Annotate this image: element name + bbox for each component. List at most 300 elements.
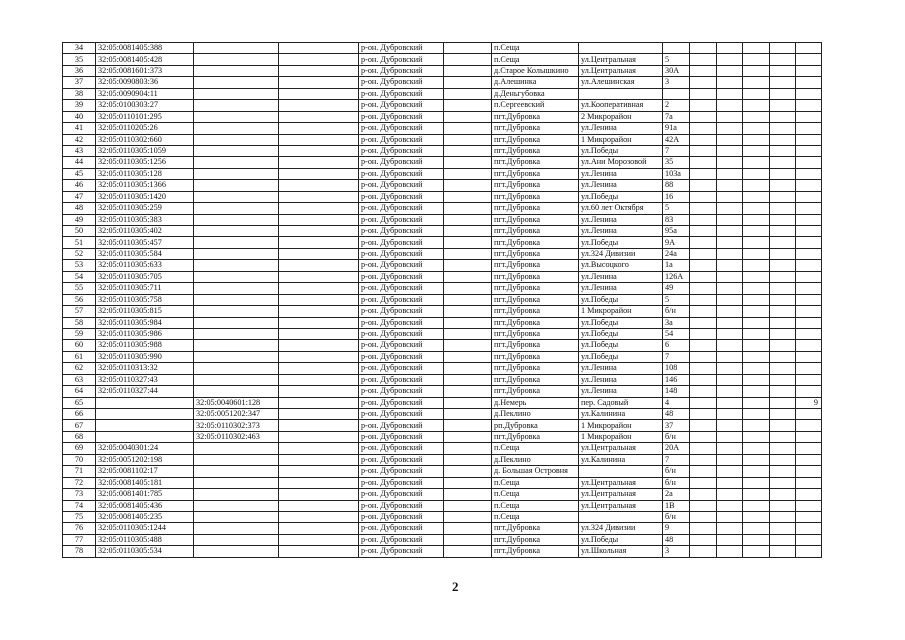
- row-number-cell: 37: [63, 77, 96, 88]
- cadastral-number-cell: 32:05:0081601:373: [96, 65, 194, 76]
- empty-cell: [690, 54, 717, 65]
- cadastral-number-alt-cell: [194, 489, 279, 500]
- cadastral-number-cell: 32:05:0110305:758: [96, 294, 194, 305]
- settlement-cell: пгт.Дубровка: [492, 386, 579, 397]
- cadastral-number-cell: 32:05:0110305:259: [96, 203, 194, 214]
- row-number-cell: 56: [63, 294, 96, 305]
- empty-cell: [690, 180, 717, 191]
- extra-value-cell: [796, 328, 822, 339]
- extra-value-cell: [796, 317, 822, 328]
- empty-cell: [717, 260, 743, 271]
- cadastral-number-alt-cell: [194, 77, 279, 88]
- district-cell: р-он. Дубровский: [359, 145, 444, 156]
- empty-cell: [690, 134, 717, 145]
- house-number-cell: 24а: [663, 248, 690, 259]
- house-number-cell: 48: [663, 534, 690, 545]
- street-cell: ул.Ленина: [579, 226, 663, 237]
- row-number-cell: 46: [63, 180, 96, 191]
- empty-cell: [743, 248, 770, 259]
- empty-cell: [444, 65, 492, 76]
- empty-cell: [743, 500, 770, 511]
- house-number-cell: 146: [663, 374, 690, 385]
- empty-cell: [770, 477, 796, 488]
- street-cell: ул.Ленина: [579, 363, 663, 374]
- extra-value-cell: [796, 374, 822, 385]
- street-cell: ул.60 лет Октября: [579, 203, 663, 214]
- row-number-cell: 65: [63, 397, 96, 408]
- cadastral-number-cell: 32:05:0110101:295: [96, 111, 194, 122]
- empty-cell: [279, 248, 359, 259]
- street-cell: ул.Победы: [579, 534, 663, 545]
- table-row: [63, 123, 822, 134]
- cadastral-number-alt-cell: [194, 123, 279, 134]
- table-row: [63, 328, 822, 339]
- empty-cell: [770, 191, 796, 202]
- settlement-cell: пгт.Дубровка: [492, 203, 579, 214]
- settlement-cell: пгт.Дубровка: [492, 157, 579, 168]
- empty-cell: [690, 351, 717, 362]
- row-number-cell: 41: [63, 123, 96, 134]
- row-number-cell: 69: [63, 443, 96, 454]
- empty-cell: [444, 191, 492, 202]
- row-number-cell: 71: [63, 466, 96, 477]
- street-cell: ул.324 Дивизии: [579, 523, 663, 534]
- street-cell: ул.Ленина: [579, 283, 663, 294]
- street-cell: ул.Калинина: [579, 454, 663, 465]
- cadastral-number-cell: 32:05:0110305:1059: [96, 145, 194, 156]
- house-number-cell: 7а: [663, 111, 690, 122]
- empty-cell: [444, 145, 492, 156]
- street-cell: ул.Ленина: [579, 374, 663, 385]
- settlement-cell: пгт.Дубровка: [492, 351, 579, 362]
- cadastral-number-alt-cell: [194, 203, 279, 214]
- table-row: [63, 88, 822, 99]
- district-cell: р-он. Дубровский: [359, 317, 444, 328]
- cadastral-number-alt-cell: [194, 500, 279, 511]
- empty-cell: [279, 500, 359, 511]
- cadastral-number-cell: 32:05:0081405:235: [96, 511, 194, 522]
- table-row: [63, 534, 822, 545]
- empty-cell: [717, 226, 743, 237]
- empty-cell: [444, 374, 492, 385]
- empty-cell: [717, 43, 743, 54]
- house-number-cell: 37: [663, 420, 690, 431]
- empty-cell: [743, 123, 770, 134]
- row-number-cell: 39: [63, 100, 96, 111]
- empty-cell: [717, 454, 743, 465]
- house-number-cell: 3: [663, 77, 690, 88]
- settlement-cell: д.Старое Колышкино: [492, 65, 579, 76]
- empty-cell: [717, 157, 743, 168]
- empty-cell: [279, 214, 359, 225]
- empty-cell: [770, 54, 796, 65]
- empty-cell: [717, 77, 743, 88]
- empty-cell: [279, 431, 359, 442]
- extra-value-cell: [796, 180, 822, 191]
- empty-cell: [743, 386, 770, 397]
- empty-cell: [743, 420, 770, 431]
- district-cell: р-он. Дубровский: [359, 271, 444, 282]
- settlement-cell: пгт.Дубровка: [492, 134, 579, 145]
- empty-cell: [690, 317, 717, 328]
- empty-cell: [444, 54, 492, 65]
- empty-cell: [690, 409, 717, 420]
- row-number-cell: 45: [63, 168, 96, 179]
- empty-cell: [743, 454, 770, 465]
- district-cell: р-он. Дубровский: [359, 443, 444, 454]
- table-row: [63, 466, 822, 477]
- empty-cell: [279, 111, 359, 122]
- cadastral-number-alt-cell: [194, 317, 279, 328]
- cadastral-number-cell: 32:05:0081405:428: [96, 54, 194, 65]
- extra-value-cell: 9: [796, 397, 822, 408]
- empty-cell: [743, 374, 770, 385]
- empty-cell: [770, 123, 796, 134]
- empty-cell: [743, 100, 770, 111]
- settlement-cell: д.Немерь: [492, 397, 579, 408]
- house-number-cell: 6: [663, 340, 690, 351]
- row-number-cell: 76: [63, 523, 96, 534]
- settlement-cell: пгт.Дубровка: [492, 283, 579, 294]
- table-row: [63, 248, 822, 259]
- empty-cell: [690, 214, 717, 225]
- row-number-cell: 59: [63, 328, 96, 339]
- street-cell: ул.Центральная: [579, 500, 663, 511]
- street-cell: ул.Ленина: [579, 123, 663, 134]
- district-cell: р-он. Дубровский: [359, 477, 444, 488]
- settlement-cell: п.Сергеевский: [492, 100, 579, 111]
- empty-cell: [444, 214, 492, 225]
- table-row: [63, 431, 822, 442]
- settlement-cell: пгт.Дубровка: [492, 523, 579, 534]
- street-cell: [579, 466, 663, 477]
- district-cell: р-он. Дубровский: [359, 203, 444, 214]
- empty-cell: [770, 386, 796, 397]
- empty-cell: [444, 271, 492, 282]
- district-cell: р-он. Дубровский: [359, 340, 444, 351]
- cadastral-number-cell: 32:05:0110305:534: [96, 546, 194, 557]
- district-cell: р-он. Дубровский: [359, 511, 444, 522]
- row-number-cell: 74: [63, 500, 96, 511]
- empty-cell: [690, 431, 717, 442]
- cadastral-number-alt-cell: 32:05:0040601:128: [194, 397, 279, 408]
- house-number-cell: 7: [663, 145, 690, 156]
- cadastral-number-cell: 32:05:0110205:26: [96, 123, 194, 134]
- empty-cell: [690, 88, 717, 99]
- extra-value-cell: [796, 100, 822, 111]
- empty-cell: [717, 443, 743, 454]
- empty-cell: [717, 294, 743, 305]
- empty-cell: [743, 65, 770, 76]
- empty-cell: [717, 180, 743, 191]
- settlement-cell: пгт.Дубровка: [492, 168, 579, 179]
- settlement-cell: рп.Дубровка: [492, 420, 579, 431]
- empty-cell: [444, 397, 492, 408]
- empty-cell: [743, 534, 770, 545]
- cadastral-number-cell: 32:05:0110327:43: [96, 374, 194, 385]
- street-cell: ул.Ленина: [579, 386, 663, 397]
- cadastral-number-alt-cell: [194, 248, 279, 259]
- row-number-cell: 62: [63, 363, 96, 374]
- cadastral-number-cell: 32:05:0090904:11: [96, 88, 194, 99]
- cadastral-number-cell: [96, 431, 194, 442]
- empty-cell: [690, 237, 717, 248]
- district-cell: р-он. Дубровский: [359, 65, 444, 76]
- empty-cell: [279, 454, 359, 465]
- empty-cell: [770, 226, 796, 237]
- cadastral-number-alt-cell: [194, 546, 279, 557]
- empty-cell: [690, 489, 717, 500]
- cadastral-number-alt-cell: [194, 386, 279, 397]
- house-number-cell: 54: [663, 328, 690, 339]
- district-cell: р-он. Дубровский: [359, 420, 444, 431]
- street-cell: ул.Центральная: [579, 65, 663, 76]
- row-number-cell: 75: [63, 511, 96, 522]
- district-cell: р-он. Дубровский: [359, 226, 444, 237]
- extra-value-cell: [796, 145, 822, 156]
- empty-cell: [279, 134, 359, 145]
- empty-cell: [717, 328, 743, 339]
- row-number-cell: 73: [63, 489, 96, 500]
- empty-cell: [717, 134, 743, 145]
- empty-cell: [770, 111, 796, 122]
- empty-cell: [279, 65, 359, 76]
- extra-value-cell: [796, 294, 822, 305]
- table-row: [63, 294, 822, 305]
- settlement-cell: пгт.Дубровка: [492, 306, 579, 317]
- house-number-cell: б/н: [663, 511, 690, 522]
- row-number-cell: 60: [63, 340, 96, 351]
- row-number-cell: 55: [63, 283, 96, 294]
- empty-cell: [743, 546, 770, 557]
- empty-cell: [743, 271, 770, 282]
- empty-cell: [444, 454, 492, 465]
- district-cell: р-он. Дубровский: [359, 260, 444, 271]
- empty-cell: [743, 214, 770, 225]
- empty-cell: [444, 260, 492, 271]
- empty-cell: [743, 203, 770, 214]
- row-number-cell: 67: [63, 420, 96, 431]
- extra-value-cell: [796, 134, 822, 145]
- empty-cell: [717, 123, 743, 134]
- table-row: [63, 340, 822, 351]
- house-number-cell: 83: [663, 214, 690, 225]
- house-number-cell: 9А: [663, 237, 690, 248]
- extra-value-cell: [796, 443, 822, 454]
- cadastral-number-cell: 32:05:0110305:633: [96, 260, 194, 271]
- cadastral-number-alt-cell: [194, 294, 279, 305]
- cadastral-number-alt-cell: [194, 523, 279, 534]
- street-cell: ул.Высоцкого: [579, 260, 663, 271]
- table-row: [63, 443, 822, 454]
- empty-cell: [717, 100, 743, 111]
- cadastral-number-alt-cell: [194, 511, 279, 522]
- district-cell: р-он. Дубровский: [359, 100, 444, 111]
- table-row: [63, 454, 822, 465]
- table-row: [63, 214, 822, 225]
- house-number-cell: 88: [663, 180, 690, 191]
- extra-value-cell: [796, 351, 822, 362]
- empty-cell: [279, 271, 359, 282]
- row-number-cell: 72: [63, 477, 96, 488]
- empty-cell: [279, 294, 359, 305]
- cadastral-number-alt-cell: [194, 100, 279, 111]
- empty-cell: [770, 145, 796, 156]
- empty-cell: [279, 420, 359, 431]
- cadastral-number-alt-cell: [194, 145, 279, 156]
- empty-cell: [279, 43, 359, 54]
- settlement-cell: пгт.Дубровка: [492, 431, 579, 442]
- table-row: [63, 180, 822, 191]
- empty-cell: [717, 145, 743, 156]
- row-number-cell: 51: [63, 237, 96, 248]
- street-cell: ул.Победы: [579, 191, 663, 202]
- district-cell: р-он. Дубровский: [359, 386, 444, 397]
- empty-cell: [444, 328, 492, 339]
- cadastral-number-cell: [96, 397, 194, 408]
- settlement-cell: пгт.Дубровка: [492, 237, 579, 248]
- empty-cell: [279, 77, 359, 88]
- district-cell: р-он. Дубровский: [359, 123, 444, 134]
- empty-cell: [279, 351, 359, 362]
- district-cell: р-он. Дубровский: [359, 523, 444, 534]
- row-number-cell: 68: [63, 431, 96, 442]
- empty-cell: [743, 294, 770, 305]
- cadastral-number-cell: 32:05:0081102:17: [96, 466, 194, 477]
- district-cell: р-он. Дубровский: [359, 500, 444, 511]
- extra-value-cell: [796, 500, 822, 511]
- district-cell: р-он. Дубровский: [359, 328, 444, 339]
- district-cell: р-он. Дубровский: [359, 43, 444, 54]
- district-cell: р-он. Дубровский: [359, 157, 444, 168]
- cadastral-number-alt-cell: [194, 191, 279, 202]
- empty-cell: [770, 374, 796, 385]
- extra-value-cell: [796, 546, 822, 557]
- district-cell: р-он. Дубровский: [359, 454, 444, 465]
- empty-cell: [279, 88, 359, 99]
- empty-cell: [770, 454, 796, 465]
- empty-cell: [444, 283, 492, 294]
- empty-cell: [690, 226, 717, 237]
- row-number-cell: 40: [63, 111, 96, 122]
- settlement-cell: пгт.Дубровка: [492, 374, 579, 385]
- settlement-cell: пгт.Дубровка: [492, 180, 579, 191]
- row-number-cell: 36: [63, 65, 96, 76]
- empty-cell: [444, 443, 492, 454]
- cadastral-number-cell: 32:05:0110305:984: [96, 317, 194, 328]
- empty-cell: [743, 511, 770, 522]
- district-cell: р-он. Дубровский: [359, 77, 444, 88]
- empty-cell: [770, 180, 796, 191]
- empty-cell: [717, 500, 743, 511]
- empty-cell: [743, 134, 770, 145]
- table-row: [63, 306, 822, 317]
- house-number-cell: 49: [663, 283, 690, 294]
- row-number-cell: 52: [63, 248, 96, 259]
- empty-cell: [743, 328, 770, 339]
- empty-cell: [444, 534, 492, 545]
- row-number-cell: 48: [63, 203, 96, 214]
- settlement-cell: пгт.Дубровка: [492, 534, 579, 545]
- extra-value-cell: [796, 237, 822, 248]
- cadastral-number-cell: 32:05:0110305:986: [96, 328, 194, 339]
- empty-cell: [770, 260, 796, 271]
- empty-cell: [444, 420, 492, 431]
- cadastral-number-alt-cell: [194, 271, 279, 282]
- empty-cell: [770, 523, 796, 534]
- cadastral-number-cell: 32:05:0110305:383: [96, 214, 194, 225]
- house-number-cell: 42А: [663, 134, 690, 145]
- cadastral-number-cell: 32:05:0110305:1420: [96, 191, 194, 202]
- empty-cell: [690, 168, 717, 179]
- extra-value-cell: [796, 77, 822, 88]
- row-number-cell: 61: [63, 351, 96, 362]
- extra-value-cell: [796, 466, 822, 477]
- district-cell: р-он. Дубровский: [359, 54, 444, 65]
- empty-cell: [743, 77, 770, 88]
- district-cell: р-он. Дубровский: [359, 180, 444, 191]
- cadastral-number-alt-cell: [194, 65, 279, 76]
- street-cell: ул.Победы: [579, 340, 663, 351]
- empty-cell: [690, 397, 717, 408]
- extra-value-cell: [796, 363, 822, 374]
- cadastral-number-cell: 32:05:0110305:457: [96, 237, 194, 248]
- cadastral-number-cell: 32:05:0110305:488: [96, 534, 194, 545]
- cadastral-number-alt-cell: [194, 54, 279, 65]
- empty-cell: [717, 54, 743, 65]
- settlement-cell: д.Алешинка: [492, 77, 579, 88]
- empty-cell: [690, 111, 717, 122]
- empty-cell: [279, 283, 359, 294]
- house-number-cell: 95а: [663, 226, 690, 237]
- settlement-cell: пгт.Дубровка: [492, 317, 579, 328]
- empty-cell: [444, 489, 492, 500]
- empty-cell: [444, 134, 492, 145]
- empty-cell: [444, 180, 492, 191]
- row-number-cell: 49: [63, 214, 96, 225]
- empty-cell: [690, 443, 717, 454]
- house-number-cell: 103а: [663, 168, 690, 179]
- empty-cell: [770, 511, 796, 522]
- row-number-cell: 44: [63, 157, 96, 168]
- row-number-cell: 57: [63, 306, 96, 317]
- empty-cell: [770, 420, 796, 431]
- table-row: [63, 511, 822, 522]
- empty-cell: [444, 466, 492, 477]
- empty-cell: [743, 409, 770, 420]
- district-cell: р-он. Дубровский: [359, 489, 444, 500]
- house-number-cell: 7: [663, 351, 690, 362]
- settlement-cell: п.Сеща: [492, 477, 579, 488]
- empty-cell: [444, 226, 492, 237]
- house-number-cell: 5: [663, 54, 690, 65]
- empty-cell: [770, 534, 796, 545]
- empty-cell: [743, 157, 770, 168]
- table-row: [63, 77, 822, 88]
- street-cell: ул.Центральная: [579, 489, 663, 500]
- extra-value-cell: [796, 43, 822, 54]
- empty-cell: [690, 477, 717, 488]
- row-number-cell: 54: [63, 271, 96, 282]
- empty-cell: [690, 546, 717, 557]
- cadastral-number-cell: 32:05:0081405:181: [96, 477, 194, 488]
- empty-cell: [690, 328, 717, 339]
- cadastral-number-cell: [96, 409, 194, 420]
- table-row: [63, 317, 822, 328]
- extra-value-cell: [796, 203, 822, 214]
- empty-cell: [690, 145, 717, 156]
- house-number-cell: 35: [663, 157, 690, 168]
